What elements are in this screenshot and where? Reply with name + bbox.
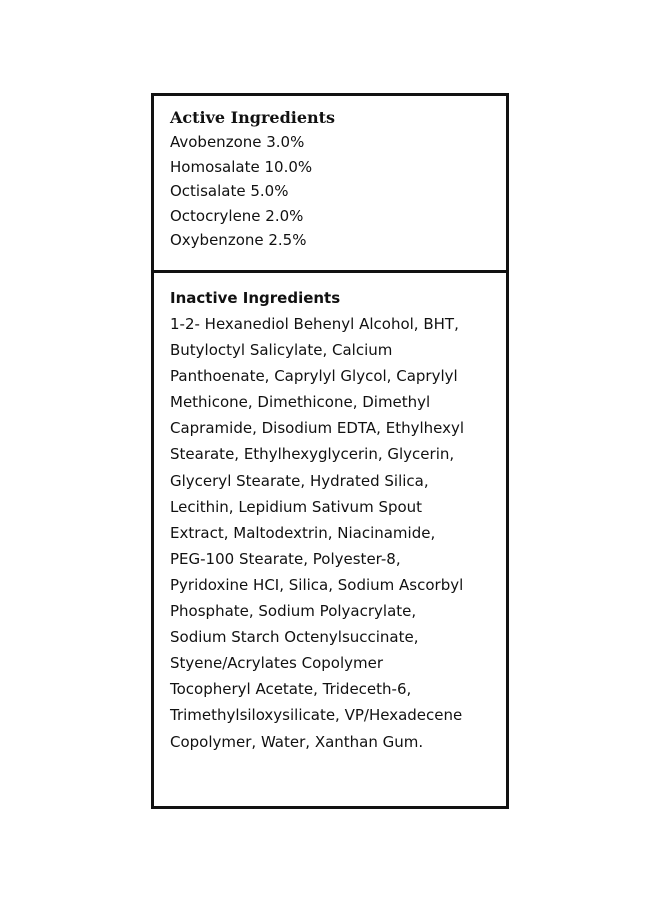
active-ingredients-section [154, 96, 506, 273]
ingredients-label [151, 93, 509, 809]
inactive-ingredients-line: Sodium Starch Octenylsuccinate, [170, 628, 419, 647]
inactive-ingredients-line: Styene/Acrylates Copolymer [170, 654, 384, 673]
active-ingredient-item: Oxybenzone 2.5% [170, 231, 307, 249]
active-ingredient-item: Octocrylene 2.0% [170, 206, 304, 225]
active-ingredient-item: Avobenzone 3.0% [170, 133, 305, 151]
active-ingredient-item: Octisalate 5.0% [170, 182, 289, 200]
inactive-ingredients-line: Lecithin, Lepidium Sativum Spout [170, 497, 423, 516]
inactive-ingredients-line: Copolymer, Water, Xanthan Gum. [170, 732, 424, 751]
inactive-ingredients-line: Phosphate, Sodium Polyacrylate, [170, 602, 417, 621]
inactive-ingredients-line: Glyceryl Stearate, Hydrated Silica, [170, 471, 429, 490]
inactive-ingredients-line: Stearate, Ethylhexyglycerin, Glycerin, [170, 445, 455, 464]
inactive-ingredients-title: Inactive Ingredients [170, 289, 341, 307]
inactive-ingredients-line: Butyloctyl Salicylate, Calcium [170, 341, 393, 360]
inactive-ingredients-line: Pyridoxine HCI, Silica, Sodium Ascorbyl [170, 575, 464, 594]
inactive-ingredients-line: Capramide, Disodium EDTA, Ethylhexyl [170, 419, 465, 438]
active-ingredients-list [170, 130, 506, 253]
inactive-ingredients-text [170, 311, 506, 755]
inactive-ingredients-line: Panthoenate, Caprylyl Glycol, Caprylyl [170, 367, 458, 386]
active-ingredients-title: Active Ingredients [170, 108, 336, 127]
active-ingredient-item: Homosalate 10.0% [170, 157, 313, 176]
inactive-ingredients-line: 1-2- Hexanediol Behenyl Alcohol, BHT, [170, 315, 459, 333]
inactive-ingredients-line: Methicone, Dimethicone, Dimethyl [170, 393, 431, 412]
inactive-ingredients-line: Extract, Maltodextrin, Niacinamide, [170, 523, 436, 542]
inactive-ingredients-line: PEG-100 Stearate, Polyester-8, [170, 549, 401, 568]
inactive-ingredients-line: Tocopheryl Acetate, Trideceth-6, [170, 680, 412, 699]
inactive-ingredients-line: Trimethylsiloxysilicate, VP/Hexadecene [170, 706, 463, 725]
inactive-ingredients-section [154, 273, 506, 755]
